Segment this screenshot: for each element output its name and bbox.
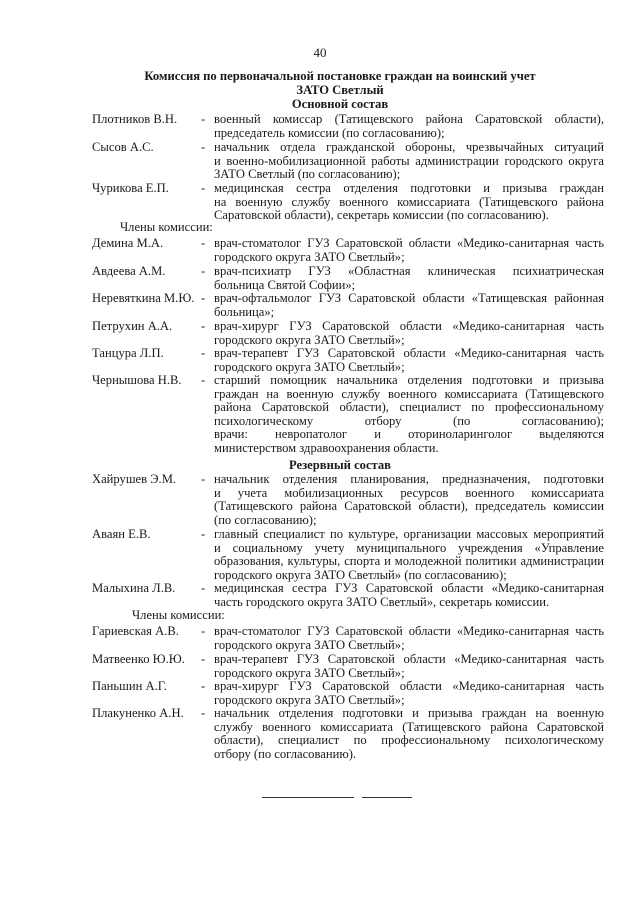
member-description-line: главный специалист по культуре, организации массовых мероприятий bbox=[214, 527, 604, 541]
member-name: Демина М.А. bbox=[92, 236, 164, 250]
main-section-heading: Основной состав bbox=[291, 97, 389, 111]
member-description bbox=[214, 528, 604, 582]
member-description-line: района Саратовской области), специалист по профессиональному bbox=[214, 400, 604, 415]
member-name: Плотников В.Н. bbox=[92, 112, 178, 126]
member-description-line: городского округа ЗАТО Светлый»; bbox=[214, 637, 405, 652]
member-description-line: врачи: невропатолог и оториноларинголог выделяются bbox=[214, 427, 604, 442]
member-name: Авдеева А.М. bbox=[92, 264, 166, 278]
member-name: Танцура Л.П. bbox=[92, 346, 164, 360]
member-name: Петрухин А.А. bbox=[92, 319, 173, 333]
member-dash: - bbox=[201, 373, 206, 387]
member-description-line: медицинская сестра ГУЗ Саратовской области «Медико-санитарная bbox=[214, 581, 604, 595]
member-dash: - bbox=[201, 140, 206, 154]
member-description-line: на военную службу военного комиссариата (Татищевского района bbox=[214, 194, 604, 209]
member-description-line: отбору (по согласованию). bbox=[214, 746, 357, 761]
member-name: Хайрушев Э.М. bbox=[92, 472, 177, 486]
member-description-line: городского округа ЗАТО Светлый»; bbox=[214, 359, 405, 374]
member-dash: - bbox=[201, 581, 206, 595]
member-name: Чурикова Е.П. bbox=[92, 181, 169, 195]
member-description-line: городского округа ЗАТО Светлый» (по согласованию); bbox=[214, 567, 507, 582]
member-description-line: врач-стоматолог ГУЗ Саратовской области «Медико-санитарная часть bbox=[214, 624, 604, 638]
member-description bbox=[214, 320, 604, 347]
member-dash: - bbox=[201, 706, 206, 720]
member-description-line: и социальному учету муниципального учреждения «Управление bbox=[214, 540, 604, 555]
member-description-line: часть городского округа ЗАТО Светлый», секретарь комиссии. bbox=[214, 594, 550, 609]
member-dash: - bbox=[201, 319, 206, 333]
member-dash: - bbox=[201, 472, 206, 486]
member-name: Гариевская А.В. bbox=[92, 624, 179, 638]
member-description-line: министерством здравоохранения области. bbox=[214, 440, 439, 455]
member-description-line: ЗАТО Светлый (по согласованию); bbox=[214, 167, 401, 182]
member-description-line: (по согласованию); bbox=[214, 512, 317, 527]
member-description-line: военный комиссар (Татищевского района Саратовской области), bbox=[214, 112, 604, 126]
member-name: Сысов А.С. bbox=[92, 140, 154, 154]
member-description-line: области), специалист по профессиональному психологическому bbox=[214, 733, 604, 748]
member-description bbox=[214, 141, 604, 182]
member-dash: - bbox=[201, 527, 206, 541]
member-description-line: Саратовской области), секретарь комиссии (по согласованию). bbox=[214, 208, 549, 223]
member-description-line: врач-терапевт ГУЗ Саратовской области «Медико-санитарная часть bbox=[214, 652, 604, 666]
member-name: Неревяткина М.Ю. bbox=[92, 291, 195, 305]
member-dash: - bbox=[201, 624, 206, 638]
member-description-line: начальник отделения планирования, предназначения, подготовки bbox=[214, 472, 604, 486]
member-description-line: и учета мобилизационных ресурсов военного комиссариата bbox=[214, 485, 604, 500]
page-number: 40 bbox=[313, 45, 327, 60]
member-description-line: (Татищевского района Саратовской области), председатель комиссии bbox=[214, 499, 604, 514]
member-description-line: городского округа ЗАТО Светлый»; bbox=[214, 692, 405, 707]
reserve-members-label: Члены комиссии: bbox=[132, 608, 225, 622]
member-description-line: граждан на военную службу военного комиссариата (Татищевского bbox=[214, 386, 604, 401]
member-description bbox=[214, 653, 604, 680]
member-description-line: председатель комиссии (по согласованию); bbox=[214, 125, 445, 140]
member-description-line: врач-психиатр ГУЗ «Областная клиническая психиатрическая bbox=[214, 264, 604, 278]
member-dash: - bbox=[201, 291, 206, 305]
member-description-line: больница»; bbox=[214, 304, 275, 319]
member-description bbox=[214, 680, 604, 707]
member-dash: - bbox=[201, 181, 206, 195]
document-title-line1: Комиссия по первоначальной постановке граждан на воинский учет bbox=[144, 69, 536, 83]
member-description bbox=[214, 113, 604, 140]
member-name: Матвеенко Ю.Ю. bbox=[92, 652, 185, 666]
member-description-line: городского округа ЗАТО Светлый»; bbox=[214, 665, 405, 680]
member-description bbox=[214, 625, 604, 652]
reserve-section-heading: Резервный состав bbox=[289, 458, 391, 472]
document-title-line2: ЗАТО Светлый bbox=[296, 83, 384, 97]
member-description-line: психологическому отбору (по согласованию); bbox=[214, 413, 604, 428]
member-description-line: службу военного комиссариата (Татищевского района Саратовской bbox=[214, 719, 604, 734]
member-description-line: образования, культуры, спорта и молодежной политики администрации bbox=[214, 554, 604, 569]
main-members-label: Члены комиссии: bbox=[120, 220, 213, 234]
member-description bbox=[214, 265, 604, 292]
member-description-line: начальник отдела гражданской обороны, чрезвычайных ситуаций bbox=[214, 140, 604, 154]
member-description bbox=[214, 582, 604, 609]
member-name: Плакуненко А.Н. bbox=[92, 706, 184, 720]
member-description-line: врач-стоматолог ГУЗ Саратовской области «Медико-санитарная часть bbox=[214, 236, 604, 250]
member-dash: - bbox=[201, 679, 206, 693]
member-description bbox=[214, 473, 604, 527]
member-description bbox=[214, 292, 604, 319]
member-description bbox=[214, 707, 604, 761]
member-description-line: врач-офтальмолог ГУЗ Саратовской области «Татищевская районная bbox=[214, 291, 604, 305]
member-name: Чернышова Н.В. bbox=[92, 373, 182, 387]
member-description-line: городского округа ЗАТО Светлый»; bbox=[214, 332, 405, 347]
member-description-line: больница Святой Софии»; bbox=[214, 277, 356, 292]
member-name: Паньшин А.Г. bbox=[92, 679, 167, 693]
member-description-line: медицинская сестра отделения подготовки и призыва граждан bbox=[214, 181, 604, 195]
member-name: Аваян Е.В. bbox=[92, 527, 151, 541]
member-description-line: старший помощник начальника отделения подготовки и призыва bbox=[214, 373, 604, 387]
member-description-line: городского округа ЗАТО Светлый»; bbox=[214, 249, 405, 264]
member-dash: - bbox=[201, 346, 206, 360]
member-description-line: и военно-мобилизационной работы администрации городского округа bbox=[214, 153, 604, 168]
closing-rule-left bbox=[262, 797, 354, 798]
member-dash: - bbox=[201, 112, 206, 126]
member-description-line: начальник отделения подготовки и призыва граждан на военную bbox=[214, 706, 604, 720]
member-description-line: врач-хирург ГУЗ Саратовской области «Медико-санитарная часть bbox=[214, 319, 604, 333]
member-name: Малыхина Л.В. bbox=[92, 581, 176, 595]
member-description bbox=[214, 374, 604, 456]
closing-rule-right bbox=[362, 797, 412, 798]
member-description bbox=[214, 182, 604, 223]
member-dash: - bbox=[201, 652, 206, 666]
member-description-line: врач-терапевт ГУЗ Саратовской области «Медико-санитарная часть bbox=[214, 346, 604, 360]
member-description-line: врач-хирург ГУЗ Саратовской области «Медико-санитарная часть bbox=[214, 679, 604, 693]
member-dash: - bbox=[201, 236, 206, 250]
member-description bbox=[214, 237, 604, 264]
member-dash: - bbox=[201, 264, 206, 278]
member-description bbox=[214, 347, 604, 374]
